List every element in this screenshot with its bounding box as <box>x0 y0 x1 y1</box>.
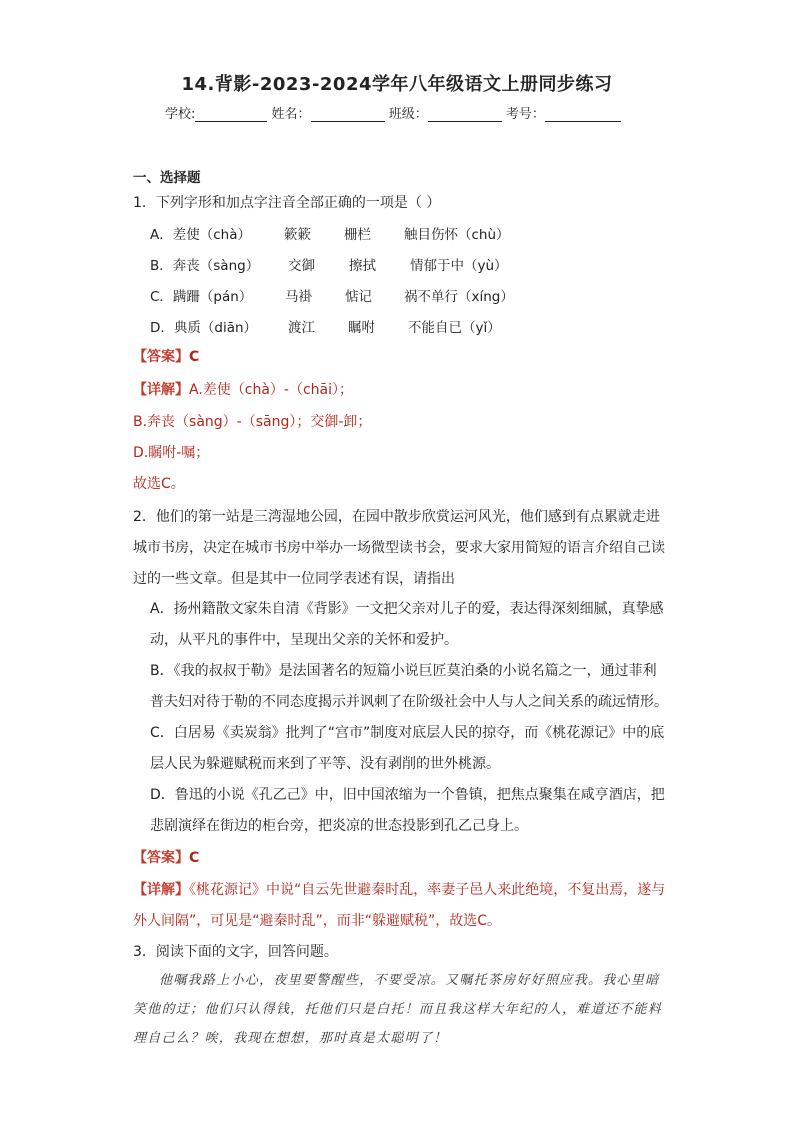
q2-stem-line: 2．他们的第一站是三湾湿地公园，在园中散步欣赏运河风光，他们感到有点累就走进 <box>133 509 660 525</box>
q1-option-text: 簌簌 <box>284 227 311 243</box>
q2-answer <box>133 847 199 867</box>
detail-label: 【详解】 <box>133 882 189 898</box>
page-title: 14.背影-2023-2024学年八年级语文上册同步练习 <box>181 74 613 95</box>
name-blank[interactable] <box>311 107 385 122</box>
detail-line: A.差使（chà）-（chāi）； <box>189 382 354 398</box>
q1-option-text: D．典质（diān） <box>150 320 258 336</box>
detail-label: 【详解】 <box>133 382 189 398</box>
answer-value: C <box>189 850 200 866</box>
q1-option-text: 惦记 <box>345 289 372 305</box>
detail-line: 故选C。 <box>133 476 185 492</box>
q3-stem: 3．阅读下面的文字，回答问题。 <box>133 944 338 960</box>
name-label: 姓名： <box>271 107 311 122</box>
q2-option-c-cont: 层人民为躲避赋税而来到了平等、没有剥削的世外桃源。 <box>150 756 500 772</box>
exam-no-blank[interactable] <box>545 107 621 122</box>
section-heading: 一、选择题 <box>133 170 201 186</box>
q2-option-b-cont: 普夫妇对待于勒的不同态度揭示并讽刺了在阶级社会中人与人之间关系的疏远情形。 <box>150 694 668 710</box>
q2-detail <box>133 879 665 899</box>
school-blank[interactable] <box>195 107 267 122</box>
q3-passage <box>133 966 665 1053</box>
detail-line: 外人间隔”，可见是“避秦时乱”，而非“躲避赋税”，故选C。 <box>133 913 502 929</box>
q1-option-text: 不能自已（yǐ） <box>408 320 501 336</box>
q2-option-d-cont: 悲剧演绎在街边的柜台旁，把炎凉的世态投影到孔乙己身上。 <box>150 818 528 834</box>
q1-option-text: 栅栏 <box>344 227 371 243</box>
q1-answer <box>133 346 199 366</box>
class-label: 班级： <box>388 107 428 122</box>
q1-detail <box>133 379 353 399</box>
answer-value: C <box>189 349 200 365</box>
q1-option-text: 情郁于中（yù） <box>410 258 508 274</box>
q2-option-a-cont: 动，从平凡的事件中，呈现出父亲的关怀和爱护。 <box>150 632 458 648</box>
q1-option-text: 擦拭 <box>349 258 376 274</box>
answer-label: 【答案】 <box>133 850 189 866</box>
q1-option-text: 瞩咐 <box>348 320 375 336</box>
detail-line: 《桃花源记》中说“自云先世避秦时乱，率妻子邑人来此绝境，不复出焉，遂与 <box>189 882 666 898</box>
q1-option-text: 马褂 <box>285 289 312 305</box>
q1-option-text: A．差使（chà） <box>150 227 251 243</box>
q1-option-text: 触目伤怀（chù） <box>404 227 510 243</box>
q2-option-b: B．《我的叔叔于勒》是法国著名的短篇小说巨匠莫泊桑的小说名篇之一，通过菲利 <box>150 663 657 679</box>
class-blank[interactable] <box>428 107 502 122</box>
passage-text: 他嘱我路上小心，夜里要警醒些，不要受凉。又嘱托茶房好好照应我。我心里暗笑他的迂；他们只认得钱，托他们只是白托！而且我这样大年纪的人，难道还不能料理自己么？唉，我现在想想，那时真是太聪明了！ <box>133 973 663 1046</box>
q1-option-text: C．蹒跚（pán） <box>150 289 253 305</box>
detail-line: D.瞩咐-嘱； <box>133 445 210 461</box>
detail-line: B.奔丧（sàng）-（sāng）；交御-卸； <box>133 414 372 430</box>
q2-option-c: C．白居易《卖炭翁》批判了“宫市”制度对底层人民的掠夺，而《桃花源记》中的底 <box>150 725 665 741</box>
q1-option-text: 祸不单行（xíng） <box>404 289 514 305</box>
answer-label: 【答案】 <box>133 349 189 365</box>
q1-option-text: 渡江 <box>288 320 315 336</box>
q1-option-text: B．奔丧（sàng） <box>150 258 260 274</box>
q2-stem-line: 过的一些文章。但是其中一位同学表述有误，请指出 <box>133 571 455 587</box>
q2-option-d: D．鲁迅的小说《孔乙己》中，旧中国浓缩为一个鲁镇，把焦点聚集在咸亨酒店，把 <box>150 787 665 803</box>
exam-no-label: 考号： <box>505 107 545 122</box>
student-info-row <box>165 103 621 122</box>
q2-stem-line: 城市书房，决定在城市书房中举办一场微型读书会，要求大家用简短的语言介绍自己读 <box>133 540 665 556</box>
school-label: 学校: <box>165 107 196 122</box>
q1-stem: 1．下列字形和加点字注音全部正确的一项是（ ） <box>133 195 441 211</box>
q1-option-text: 交御 <box>288 258 315 274</box>
q2-option-a: A．扬州籍散文家朱自清《背影》一文把父亲对儿子的爱，表达得深刻细腻，真挚感 <box>150 601 664 617</box>
